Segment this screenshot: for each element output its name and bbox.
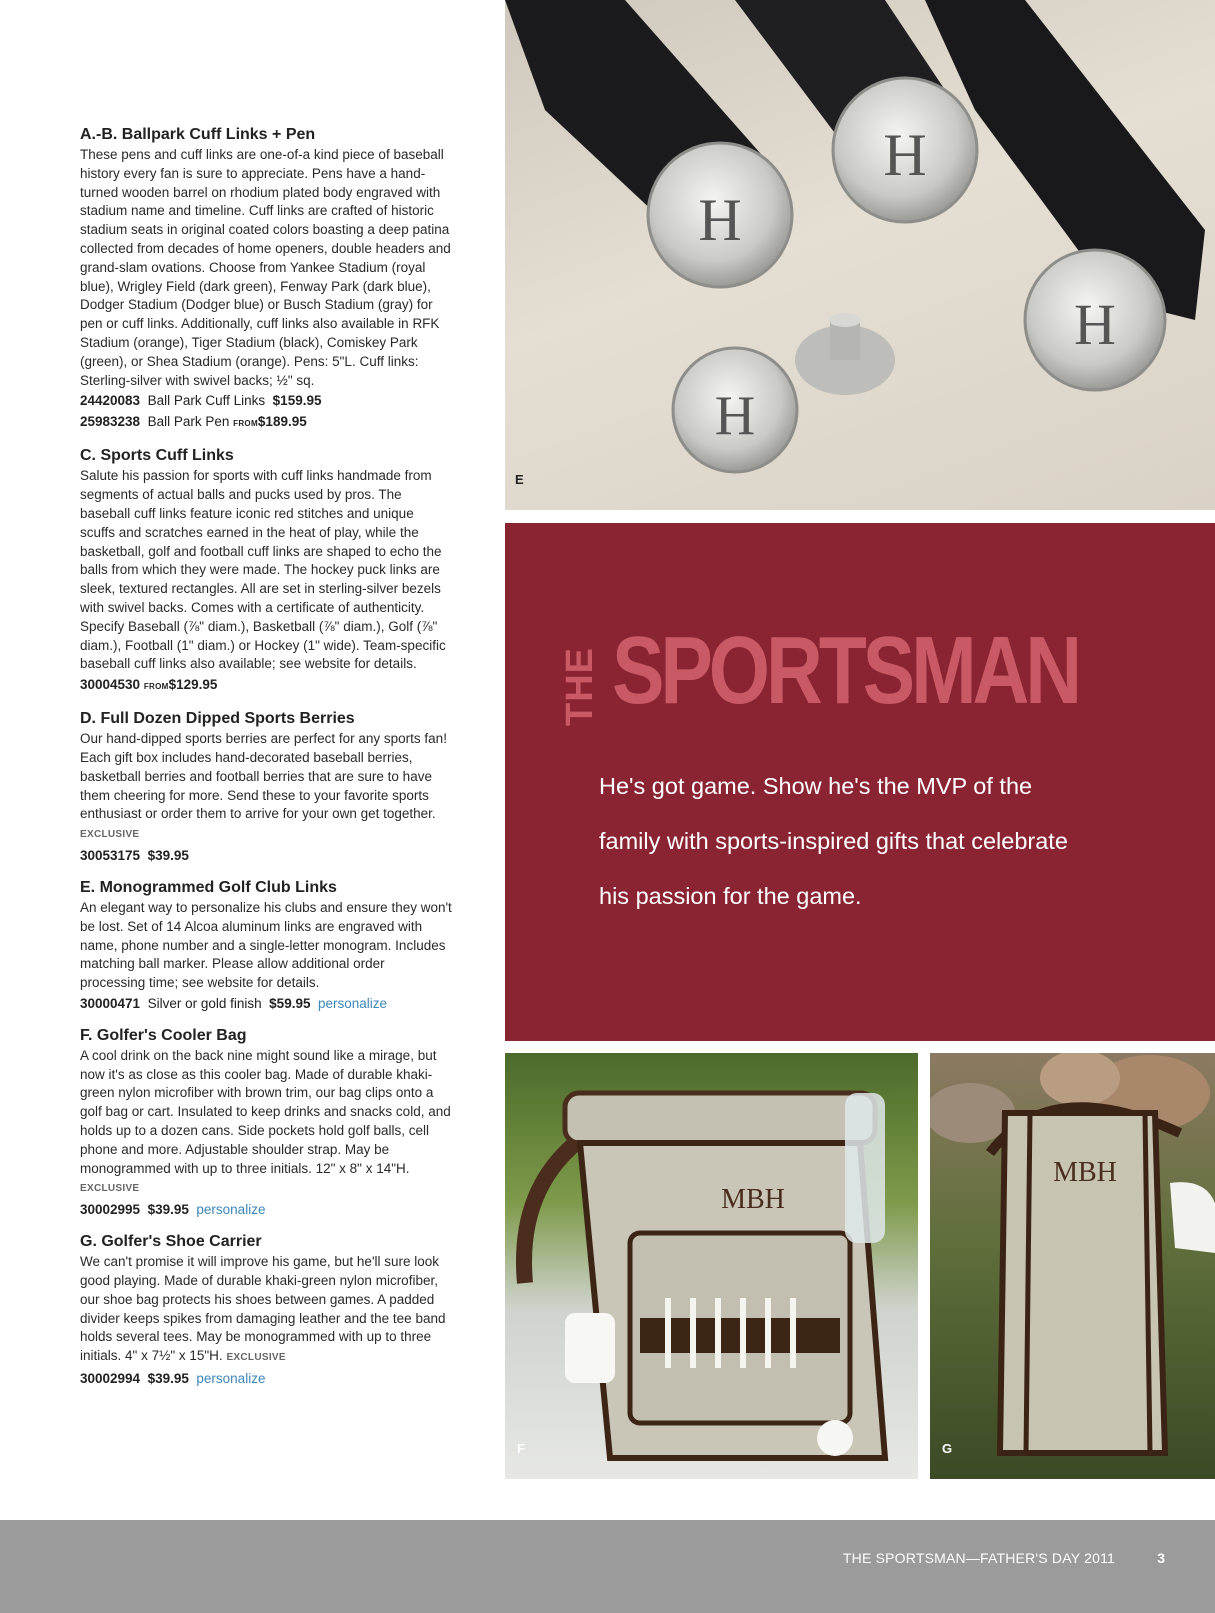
sku-line bbox=[80, 993, 452, 1014]
sku-number: 30004530 bbox=[80, 677, 141, 693]
product-description: These pens and cuff links are one-of-a kind piece of baseball history every fan is sure to appreciate. Pens have a hand-turned wooden barrel on rhodium plated body engraved with stadium name and timeline. Cuff links are crafted of historic stadium seats in original coated colors boasting a deep patina collected from decades of home openers, double headers and grand-slam ovations. Choose from Yankee Stadium (royal blue), Wrigley Field (dark green), Fenway Park (dark blue), Dodger Stadium (Dodger blue) or Busch Stadium (gray) for pen or cuff links. Additionally, cuff links also available in RFK Stadium (orange), Tiger Stadium (black), Comiskey Park (green), or Shea Stadium (orange). Pens: 5"L. Cuff links: Sterling-silver with swivel backs; ½" sq. bbox=[80, 147, 451, 388]
water-bottle bbox=[845, 1093, 885, 1243]
product-description-wrap bbox=[80, 1253, 452, 1368]
sku-line bbox=[80, 411, 452, 434]
sku-number: 30000471 bbox=[80, 995, 141, 1011]
price: $59.95 bbox=[269, 995, 311, 1011]
product-description-wrap bbox=[80, 730, 452, 845]
ball-marker bbox=[795, 313, 895, 395]
footer-title: THE SPORTSMAN—FATHER'S DAY 2011 bbox=[842, 1550, 1115, 1566]
banner-the-text: THE bbox=[559, 647, 601, 726]
golf-ball bbox=[817, 1420, 853, 1456]
bag-lid bbox=[565, 1093, 875, 1143]
sku-line bbox=[80, 1199, 452, 1220]
monogram: MBH bbox=[721, 1184, 785, 1215]
exclusive-badge: EXCLUSIVE bbox=[80, 1183, 140, 1195]
banner-title: SPORTSMAN bbox=[612, 617, 1079, 724]
price: $39.95 bbox=[147, 847, 189, 863]
product-f bbox=[80, 1026, 452, 1220]
product-title: C. Sports Cuff Links bbox=[80, 447, 234, 465]
photo-shoe-carrier bbox=[930, 1053, 1215, 1479]
product-description: An elegant way to personalize his clubs and ensure they won't be lost. Set of 14 Alcoa aluminum links are engraved with name, phone number and a single-letter monogram. Includes matching ball marker. Please allow additional order processing time; see website for details. bbox=[80, 899, 452, 991]
product-g bbox=[80, 1232, 452, 1389]
product-title: G. Golfer's Shoe Carrier bbox=[80, 1233, 262, 1251]
photo-label: G bbox=[942, 1441, 953, 1456]
golf-club-links-illustration bbox=[505, 0, 1215, 510]
golf-glove bbox=[565, 1313, 615, 1383]
exclusive-badge: EXCLUSIVE bbox=[80, 829, 140, 841]
photo-label: F bbox=[517, 1441, 525, 1456]
sku-line bbox=[80, 674, 452, 697]
cooler-bag-illustration bbox=[505, 1053, 918, 1479]
sku-number: 25983238 bbox=[80, 414, 141, 430]
product-description: Salute his passion for sports with cuff links handmade from segments of actual balls and pucks used by pros. The baseball cuff links feature iconic red stitches and unique scuffs and scratches earned in the heat of play, while the basketball, golf and football cuff links are shaped to echo the balls from which they were made. The hockey puck links are sleek, textured rectangles. All are set in sterling-silver bezels with swivel backs. Comes with a certificate of authenticity. Specify Baseball (⅞" diam.), Basketball (⅞" diam.), Golf (⅞" diam.), Football (1" diam.) or Hockey (1" wide). Team-specific baseball cuff links also available; see website for details. bbox=[80, 468, 446, 672]
exclusive-badge: EXCLUSIVE bbox=[226, 1352, 286, 1364]
photo-cooler-bag bbox=[505, 1053, 918, 1479]
sku-number: 24420083 bbox=[80, 393, 141, 409]
svg-text:H: H bbox=[883, 122, 927, 188]
tagline-line: family with sports-inspired gifts that celebrate bbox=[599, 828, 1068, 854]
engraved-cap bbox=[1025, 250, 1165, 390]
sku-number: 30002995 bbox=[80, 1202, 141, 1218]
product-title: E. Monogrammed Golf Club Links bbox=[80, 878, 337, 896]
price: $129.95 bbox=[168, 677, 218, 693]
photo-label: E bbox=[515, 472, 524, 487]
price: $159.95 bbox=[272, 393, 322, 409]
page-footer bbox=[0, 1520, 1215, 1613]
product-ab bbox=[80, 125, 452, 434]
product-description: Our hand-dipped sports berries are perfect for any sports fan! Each gift box includes hand-decorated baseball berries, basketball berries and football berries that are sure to have them cheering for more. Send these to your favorite sports enthusiast or order them to arrive for your own get together. bbox=[80, 731, 447, 822]
monogram: MBH bbox=[1053, 1157, 1117, 1188]
tagline-line: He's got game. Show he's the MVP of the bbox=[599, 773, 1033, 799]
product-description-wrap bbox=[80, 1047, 452, 1199]
price: $39.95 bbox=[147, 1202, 189, 1218]
product-c bbox=[80, 446, 452, 697]
engraved-cap bbox=[833, 78, 977, 222]
engraved-marker bbox=[673, 348, 797, 472]
page-number: 3 bbox=[1157, 1550, 1165, 1566]
product-description: A cool drink on the back nine might sound like a mirage, but now it's as close as this cooler bag. Made of durable khaki-green nylon microfiber with brown trim, our bag clips onto a golf bag or cart. Insulated to keep drinks and snacks cold, and holds up to a dozen cans. Side pockets hold golf balls, cell phone and more. Adjustable shoulder strap. May be monogrammed with up to three initials. 12" x 8" x 14"H. bbox=[80, 1047, 451, 1176]
sku-line bbox=[80, 845, 452, 866]
price: $189.95 bbox=[257, 414, 307, 430]
banner-tagline bbox=[599, 759, 1199, 924]
sku-name: Silver or gold finish bbox=[147, 995, 262, 1011]
product-title: F. Golfer's Cooler Bag bbox=[80, 1026, 247, 1044]
photo-golf-club-links bbox=[505, 0, 1215, 510]
golf-shoe bbox=[1170, 1182, 1215, 1253]
engraved-cap bbox=[648, 143, 792, 287]
personalize-link[interactable]: personalize bbox=[196, 1371, 266, 1387]
sportsman-banner bbox=[505, 523, 1215, 1041]
sku-number: 30002994 bbox=[80, 1371, 141, 1387]
personalize-link[interactable]: personalize bbox=[196, 1202, 266, 1218]
product-description: We can't promise it will improve his game, but he'll sure look good playing. Made of durable khaki-green nylon microfiber, our shoe bag protects his shoes between games. A padded divider keeps spikes from damaging leather and the tee band holds several tees. May be monogrammed with up to three initials. 4" x 7½" x 15"H. bbox=[80, 1254, 446, 1364]
svg-text:H: H bbox=[1074, 292, 1116, 357]
sku-name: Ball Park Pen bbox=[147, 414, 230, 430]
sku-number: 30053175 bbox=[80, 847, 141, 863]
svg-text:H: H bbox=[698, 187, 742, 253]
from-label: FROM bbox=[233, 419, 258, 429]
sku-line bbox=[80, 1368, 452, 1389]
svg-text:H: H bbox=[714, 385, 756, 447]
product-e bbox=[80, 878, 452, 1014]
sku-line bbox=[80, 390, 452, 411]
product-title: A.-B. Ballpark Cuff Links + Pen bbox=[80, 126, 316, 143]
from-label: FROM bbox=[143, 682, 169, 692]
product-title: D. Full Dozen Dipped Sports Berries bbox=[80, 710, 355, 728]
personalize-link[interactable]: personalize bbox=[317, 995, 388, 1011]
product-d bbox=[80, 709, 452, 866]
shoe-carrier-illustration bbox=[930, 1053, 1215, 1479]
product-column bbox=[80, 125, 452, 1401]
sku-name: Ball Park Cuff Links bbox=[147, 393, 266, 409]
banner-the bbox=[559, 641, 607, 731]
price: $39.95 bbox=[147, 1371, 189, 1387]
tagline-line: his passion for the game. bbox=[599, 883, 862, 909]
